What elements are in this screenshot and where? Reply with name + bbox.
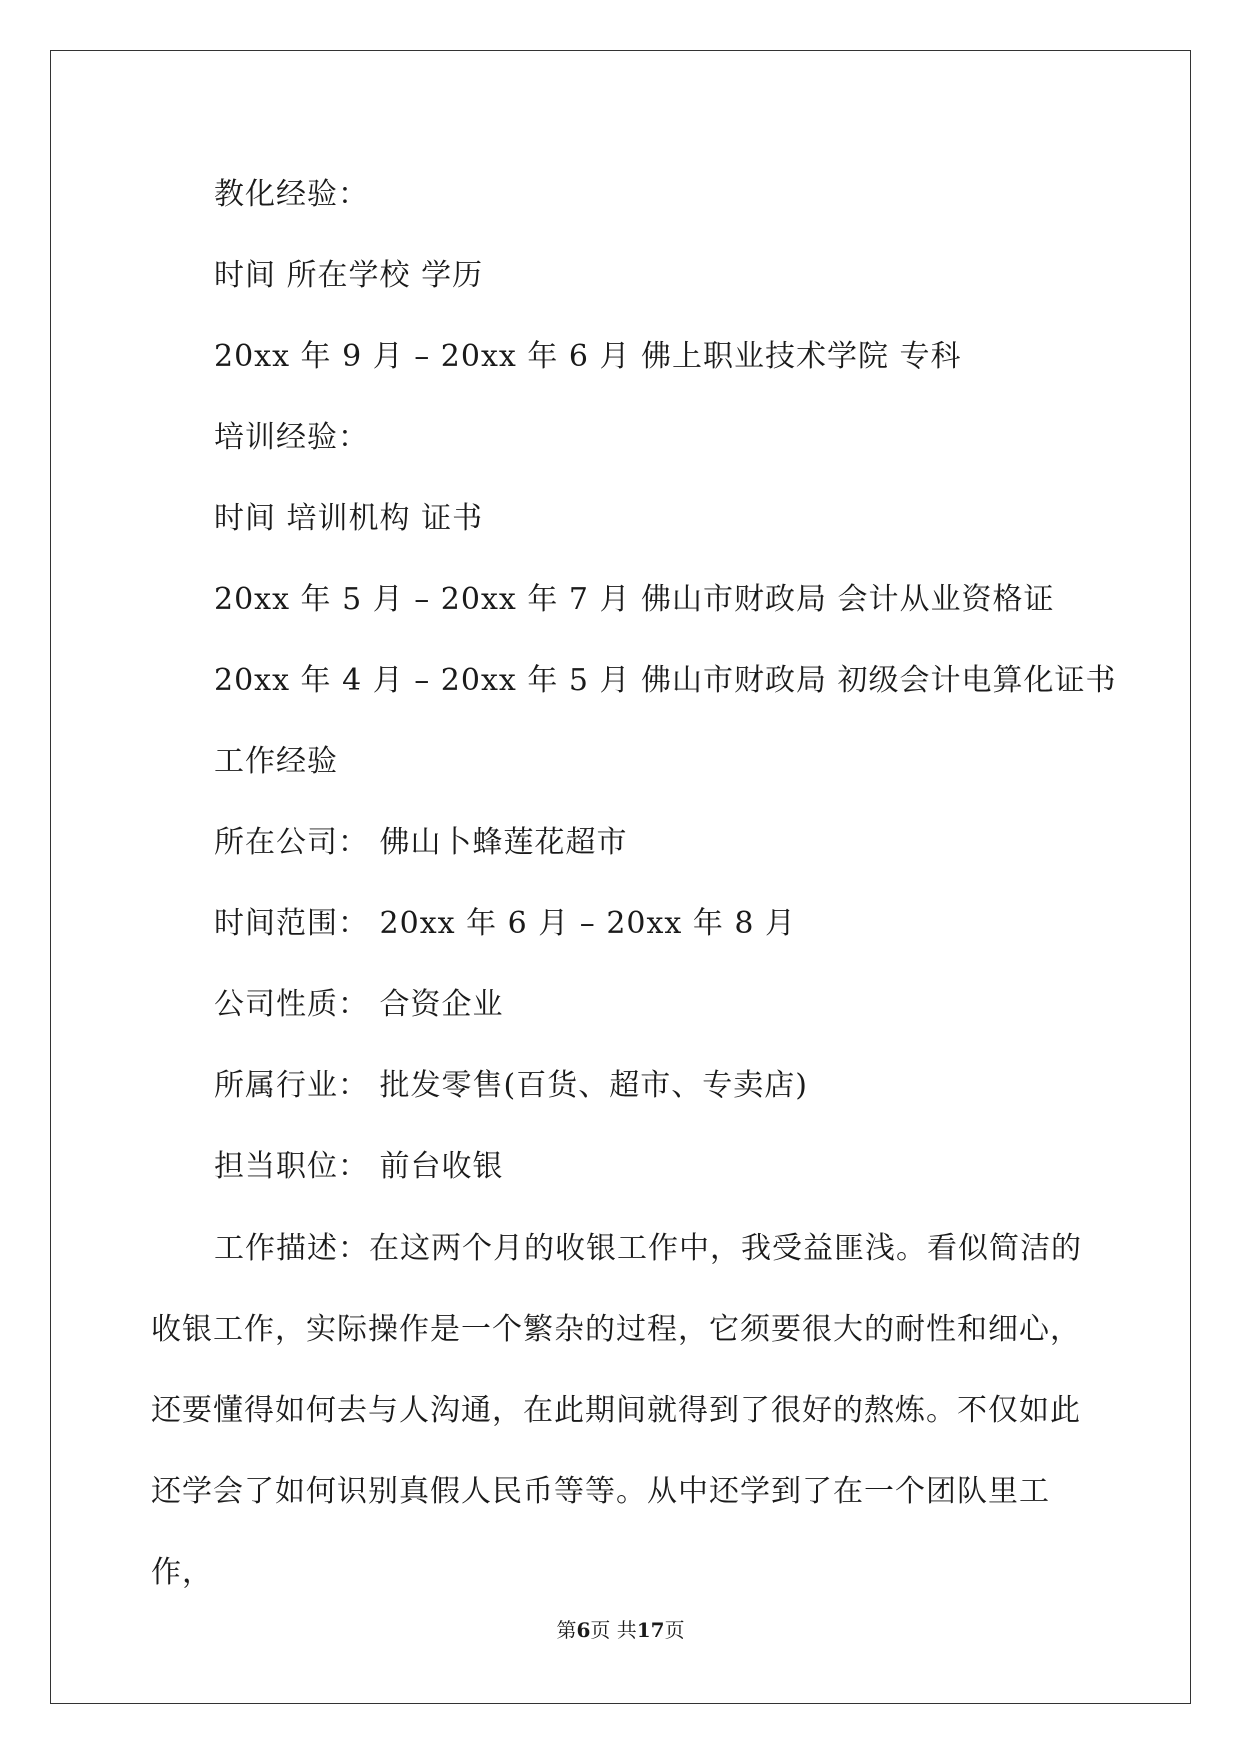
line-training-row-2: 20xx 年 4 月 – 20xx 年 5 月 佛山市财政局 初级会计电算化证书 (214, 663, 1117, 698)
line-training-header: 时间 培训机构 证书 (214, 501, 484, 536)
work-description (151, 1208, 1101, 1613)
line-industry: 所属行业： 批发零售(百货、超市、专卖店) (214, 1068, 808, 1103)
line-company-type: 公司性质： 合资企业 (214, 987, 504, 1022)
line-work-title: 工作经验 (214, 744, 338, 779)
line-position: 担当职位： 前台收银 (214, 1149, 504, 1184)
line-training-row-1: 20xx 年 5 月 – 20xx 年 7 月 佛山市财政局 会计从业资格证 (214, 582, 1055, 617)
footer-mid: 页 共 (590, 1618, 637, 1642)
work-description-text: 工作描述：在这两个月的收银工作中，我受益匪浅。看似简洁的收银工作，实际操作是一个繁杂的过程，它须要很大的耐性和细心，还要懂得如何去与人沟通，在此期间就得到了很好的熬炼。不仅如此还学会了如何识别真假人民币等等。从中还学到了在一个团队里工作， (151, 1231, 1082, 1590)
line-education-title: 教化经验： (214, 177, 369, 212)
line-education-row: 20xx 年 9 月 – 20xx 年 6 月 佛上职业技术学院 专科 (214, 339, 962, 374)
line-period: 时间范围： 20xx 年 6 月 – 20xx 年 8 月 (214, 906, 797, 941)
footer-prefix: 第 (556, 1618, 577, 1642)
footer-suffix: 页 (664, 1618, 685, 1642)
footer-total-pages: 17 (636, 1618, 665, 1642)
footer-page-number: 6 (576, 1618, 591, 1642)
line-education-header: 时间 所在学校 学历 (214, 258, 484, 293)
line-company: 所在公司： 佛山卜蜂莲花超市 (214, 825, 628, 860)
page-footer (0, 1617, 1241, 1643)
line-training-title: 培训经验： (214, 420, 369, 455)
